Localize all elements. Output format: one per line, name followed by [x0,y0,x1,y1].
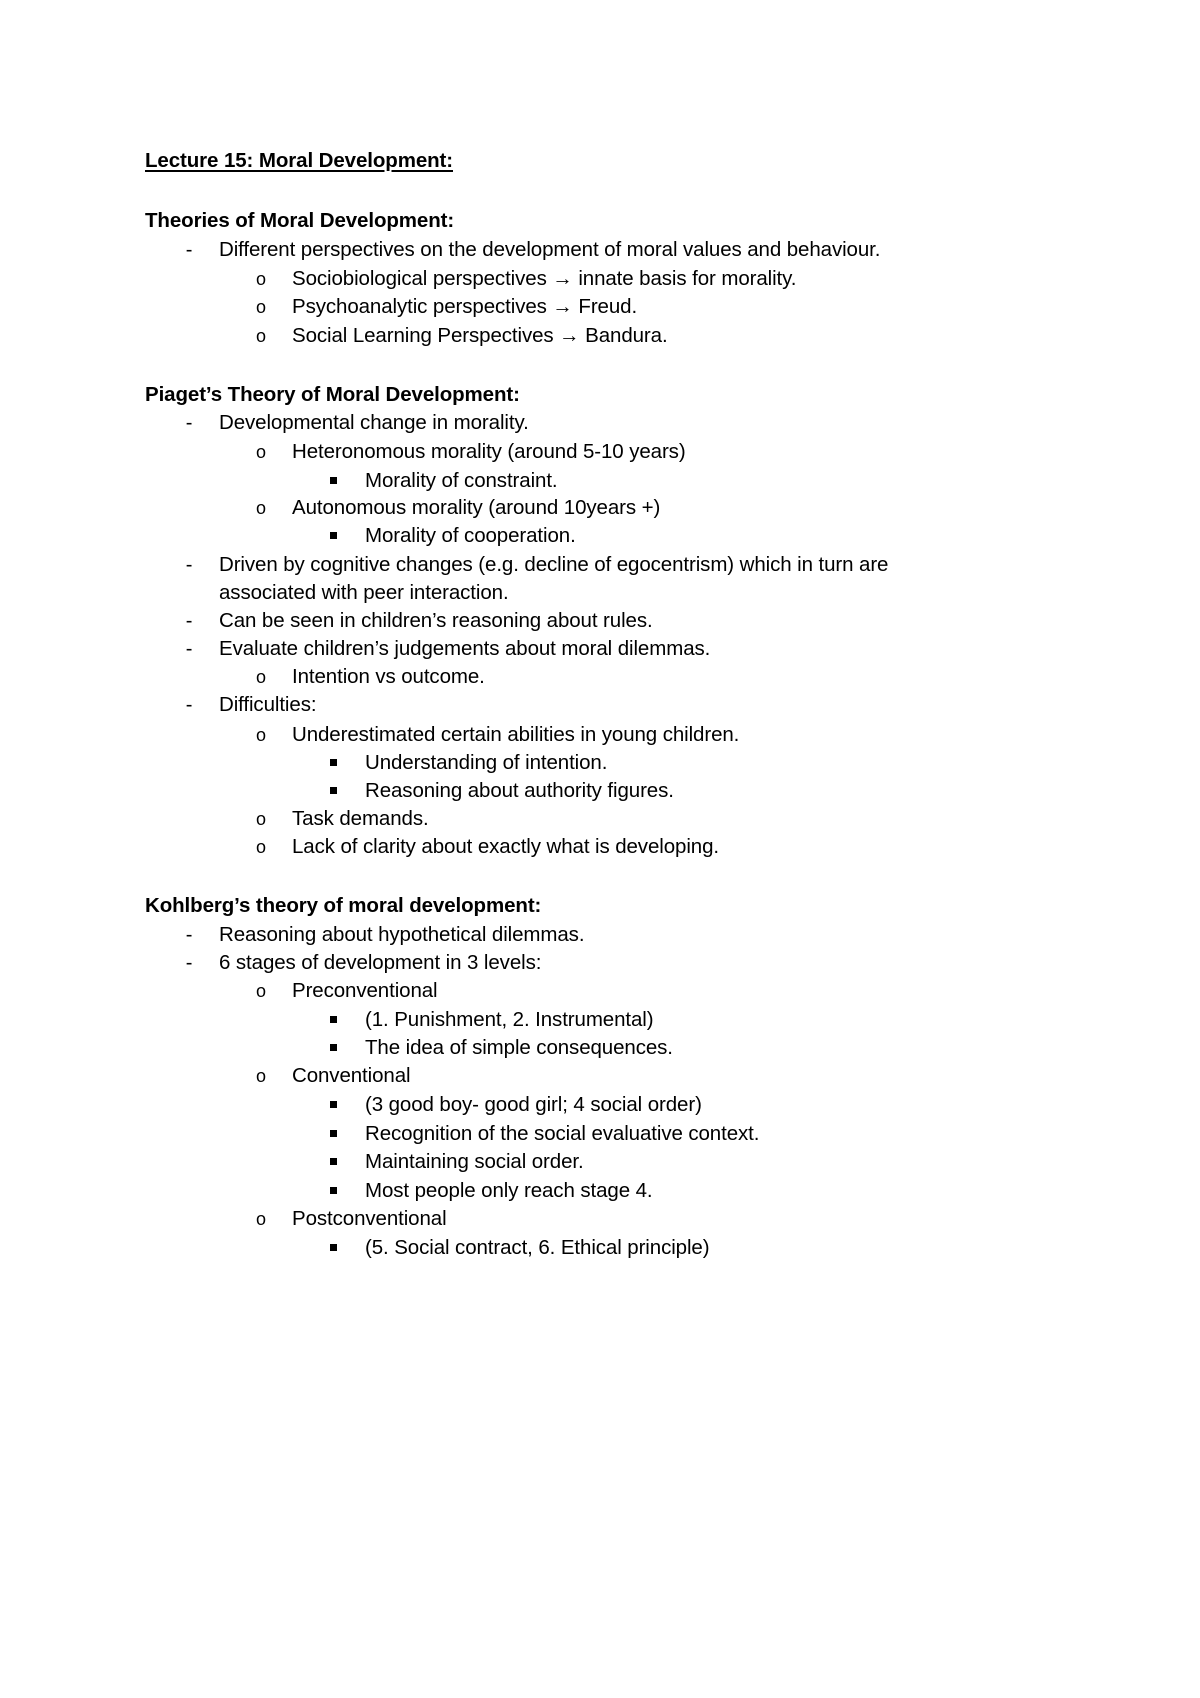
square-bullet-icon [330,477,337,484]
square-bullet-icon [330,1130,337,1137]
list-item-text: associated with peer interaction. [219,581,509,604]
circle-bullet-icon: o [256,725,266,745]
list-item-text: Morality of constraint. [365,469,558,492]
list-item-text: Autonomous morality (around 10years +) [292,496,661,519]
dash-bullet-icon: - [185,924,193,946]
dash-bullet-icon: - [185,694,193,716]
list-item-text: Maintaining social order. [365,1150,584,1173]
square-bullet-icon [330,1044,337,1051]
square-bullet-icon [330,532,337,539]
list-item-text: 6 stages of development in 3 levels: [219,951,542,974]
list-item-text: Task demands. [292,807,429,830]
document-title: Lecture 15: Moral Development: [145,149,453,172]
list-item-text: Conventional [292,1064,411,1087]
list-item-text: Preconventional [292,979,438,1002]
circle-bullet-icon: o [256,1066,266,1086]
square-bullet-icon [330,1244,337,1251]
square-bullet-icon [330,787,337,794]
list-item-text: Developmental change in morality. [219,411,529,434]
list-item-text: (5. Social contract, 6. Ethical principle) [365,1236,710,1259]
dash-bullet-icon: - [185,952,193,974]
section-heading-text: Piaget’s Theory of Moral Development: [145,383,520,406]
list-item-text: Difficulties: [219,693,317,716]
list-item-text: Psychoanalytic perspectives → Freud. [292,295,638,318]
circle-bullet-icon: o [256,809,266,829]
dash-bullet-icon: - [185,239,193,261]
list-item-text: The idea of simple consequences. [365,1036,673,1059]
list-item-text: Reasoning about authority figures. [365,779,674,802]
circle-bullet-icon: o [256,667,266,687]
circle-bullet-icon: o [256,981,266,1001]
square-bullet-icon [330,1158,337,1165]
list-item-text: Intention vs outcome. [292,665,485,688]
list-item-text: Reasoning about hypothetical dilemmas. [219,923,585,946]
square-bullet-icon [330,1101,337,1108]
list-item-text: Underestimated certain abilities in young children. [292,723,740,746]
list-item-text: Can be seen in children’s reasoning about rules. [219,609,653,632]
dash-bullet-icon: - [185,554,193,576]
dash-bullet-icon: - [185,638,193,660]
list-item-text: Lack of clarity about exactly what is developing. [292,835,719,858]
circle-bullet-icon: o [256,297,266,317]
list-item-text: Heteronomous morality (around 5-10 years) [292,440,686,463]
circle-bullet-icon: o [256,837,266,857]
circle-bullet-icon: o [256,269,266,289]
section-heading-text: Kohlberg’s theory of moral development: [145,894,542,917]
square-bullet-icon [330,1016,337,1023]
list-item-text: Evaluate children’s judgements about moral dilemmas. [219,637,711,660]
list-item-text: Social Learning Perspectives → Bandura. [292,324,668,347]
list-item-text: (1. Punishment, 2. Instrumental) [365,1008,654,1031]
list-item-text: (3 good boy- good girl; 4 social order) [365,1093,702,1116]
circle-bullet-icon: o [256,326,266,346]
circle-bullet-icon: o [256,442,266,462]
list-item-text: Recognition of the social evaluative context. [365,1122,760,1145]
square-bullet-icon [330,1187,337,1194]
list-item-text: Driven by cognitive changes (e.g. decline of egocentrism) which in turn are [219,553,889,576]
list-item-text: Sociobiological perspectives → innate basis for morality. [292,267,797,290]
list-item-text: Most people only reach stage 4. [365,1179,653,1202]
list-item-text: Understanding of intention. [365,751,608,774]
section-heading-text: Theories of Moral Development: [145,209,455,232]
list-item-text: Morality of cooperation. [365,524,576,547]
list-item-text: Different perspectives on the development of moral values and behaviour. [219,238,881,261]
square-bullet-icon [330,759,337,766]
dash-bullet-icon: - [185,412,193,434]
list-item-text: Postconventional [292,1207,447,1230]
dash-bullet-icon: - [185,610,193,632]
circle-bullet-icon: o [256,1209,266,1229]
circle-bullet-icon: o [256,498,266,518]
